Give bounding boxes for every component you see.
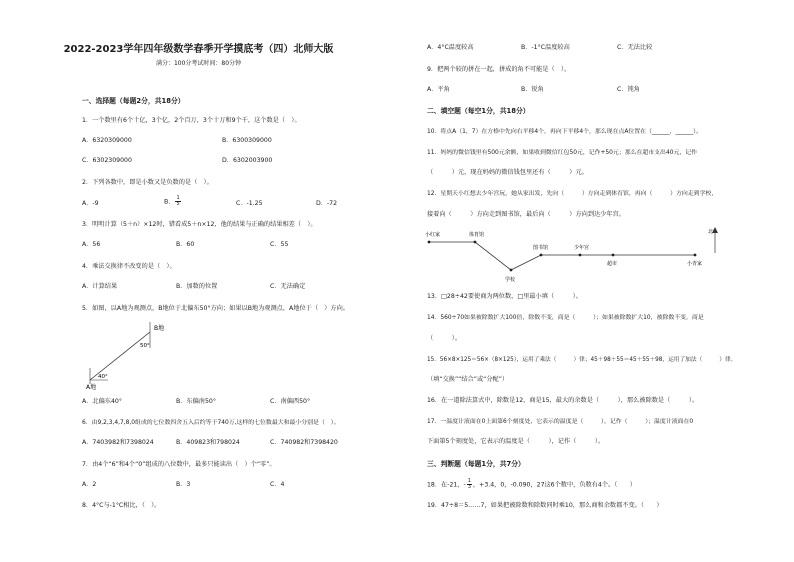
question-12-line2: 接着向（ ）方向走到图书馆，最后向（ ）方向到达少年宫。 [427,211,625,218]
point-library [540,254,543,257]
label-a: A地 [86,384,97,390]
q7-option-c: C．4 [270,481,285,488]
point-school [510,269,513,272]
question-9: 9．把两个较的拼在一起，拼成的角不可能是（ ）。 [427,66,571,73]
question-15-line1: 15．56×8×125＝56×（8×125），运用了乘法（ ）律；45＋98＋55＝45＋55＋98，运用了加法（ ）律。 [427,357,737,363]
q5-option-b: B．东偏南50° [176,398,216,405]
question-14-line2: （ ）。 [427,335,462,342]
point-home [428,241,431,244]
q3-option-c: C．55 [270,241,289,248]
q7-option-a: A．2 [82,481,97,488]
question-16: 16．在一道除法算式中，除数是12，商是15，最大的余数是（ ），那么被除数是（ ）。 [427,397,699,404]
label-north: 北 [708,229,714,235]
question-7: 7．由4个“6”和4个“0”组成的八位数中，最多只能读出（ ）个“零”。 [82,461,276,468]
right-page [397,0,794,562]
q5-direction-figure [82,318,172,390]
q1-option-d: D．6302003900 [222,157,273,164]
label-school: 学校 [505,277,516,283]
question-19: 19．47÷8＝5……7，如果把被除数和除数同时乘10，那么商和余数都不变。（ ） [427,502,663,509]
point-xiaoming [694,254,697,257]
q2-option-b [164,196,182,207]
q4-option-b: B．加数的位置 [176,283,218,290]
ab-line [90,332,150,380]
q9-option-a: A．平角 [427,86,450,93]
q8-option-a: A．4°C温度较高 [427,44,474,51]
label-b: B地 [154,325,165,332]
q3-option-a: A．56 [82,241,101,248]
q9-option-c: C．钝角 [617,86,640,93]
question-3: 3．明明计算（5＋n）×12时，错看成5＋n×12，他的结果与正确的结果相差（ ）。 [82,221,317,228]
question-10: 10．将点A（1，7）在方格中先向右平移4个，再向下平移4个，那么现在点A位置在（______，______）。 [427,129,703,135]
question-11-line2: （ ）元，现在妈妈的微信钱包里还有（ ）元。 [427,169,588,176]
question-8: 8．4°C与-1°C相比，（ ）。 [82,502,161,509]
q4-option-c: C．无法确定 [270,283,306,290]
label-palace: 少年宫 [574,245,590,251]
question-2: 2．下列各数中，即是小数又是负数的是（ ）。 [82,179,213,186]
q18-fraction: $\frac{1}{3}$ [467,478,471,490]
label-40: 40° [98,374,108,380]
question-11-line1: 11．妈妈的微信钱里有500元余额，如果收到微信红包50元，记作+50元；那么在超市支出40元，记作 [427,150,698,156]
q1-option-c: C．6302309000 [82,157,132,164]
q6-option-a: A．7403982和7398024 [82,439,154,446]
question-17-line1: 17．一温度计液面在0上面第6个刻度处，它表示的温度是（ ），记作（ ）；温度计液面在0 [427,419,694,425]
q9-option-b: B．锐角 [521,86,544,93]
q6-option-c: C．740982和7398420 [270,439,338,446]
q1-option-a: A．6320309000 [82,137,132,144]
point-palace [579,254,582,257]
section-heading-fill: 二、填空题（每空1分，共18分） [427,107,530,115]
q5-option-a: A．北偏东40° [82,398,122,405]
question-14-line1: 14．560÷70如果被除数扩大100倍，除数不变，商是（ ）；如果被除数扩大10，被除数不变，商是 [427,315,704,321]
q2-fraction: $\frac{1}{5}$ [176,195,180,207]
q2-option-a: A．-9 [82,200,99,207]
page-subtitle: 满分：100分考试时间：80分钟 [155,60,242,67]
q7-option-b: B．3 [176,481,191,488]
question-12-line1: 12．星期天小红想去少年宫玩，她从家出发，先向（ ）方向走到体育馆，再向（ ）方向走到学校， [427,191,718,197]
q2-option-c: C．-1.25 [236,200,263,207]
section-heading-judge: 三、判断题（每题1分，共7分） [427,460,525,468]
label-home: 小红家 [425,232,441,238]
question-17-line2: 下面第5个刻度处，它表示的温度是（ ），记作（ ）。 [427,438,605,445]
label-market: 超市 [607,261,618,267]
q12-route-map [425,225,725,287]
label-library: 图书馆 [533,245,549,251]
q8-option-b: B．-1°C温度较高 [521,44,570,51]
q2-option-b-prefix: B． [164,198,175,206]
q18-prefix: 18．在-21，- [427,481,466,489]
q1-option-b: B．6300309000 [222,137,272,144]
route-line [429,242,695,270]
question-5: 5．如图，以A地为观测点，B地位于北偏东50°方向；如果以B地为观测点，A地位于（ ）方向。 [82,305,349,312]
q8-option-c: C．无法比较 [617,44,653,51]
page-title: 2022-2023学年四年级数学春季开学摸底考（四）北师大版 [63,44,334,55]
q3-option-b: B．60 [176,241,195,248]
label-gym: 体育馆 [469,232,485,238]
label-50: 50° [140,343,150,349]
label-xiaoming: 小青家 [687,261,703,267]
q6-option-b: B．409823和798024 [176,439,240,446]
point-market [612,254,615,257]
q18-suffix: ，+3.4，0，-0.090，27这6个数中，负数有4个。（ ） [472,481,636,489]
q5-option-c: C．南偏西50° [270,398,311,405]
q4-option-a: A．计算结果 [82,283,118,290]
question-1: 1．一个数里有6个十亿，3个亿，2个百万，3个十万和9个千，这个数是（ ）。 [82,117,301,124]
question-4: 4．乘法交换律不改变的是（ ）。 [82,263,176,270]
q2-option-d: D．-72 [316,200,338,207]
question-6: 6．由9,2,3,4,7,8,0组成的七位数四舍五入后约等于740万,这样的七位数最大和最小分别是（ ）。 [82,420,340,426]
question-15-line2: （填“交换”“结合”或“分配”） [427,376,509,383]
section-heading-choice: 一、选择题（每题2分，共18分） [82,97,185,105]
point-gym [474,241,477,244]
question-13: 13．□28÷42要使商为两位数，□里最小填（ ）。 [427,293,582,300]
question-18 [427,479,636,490]
